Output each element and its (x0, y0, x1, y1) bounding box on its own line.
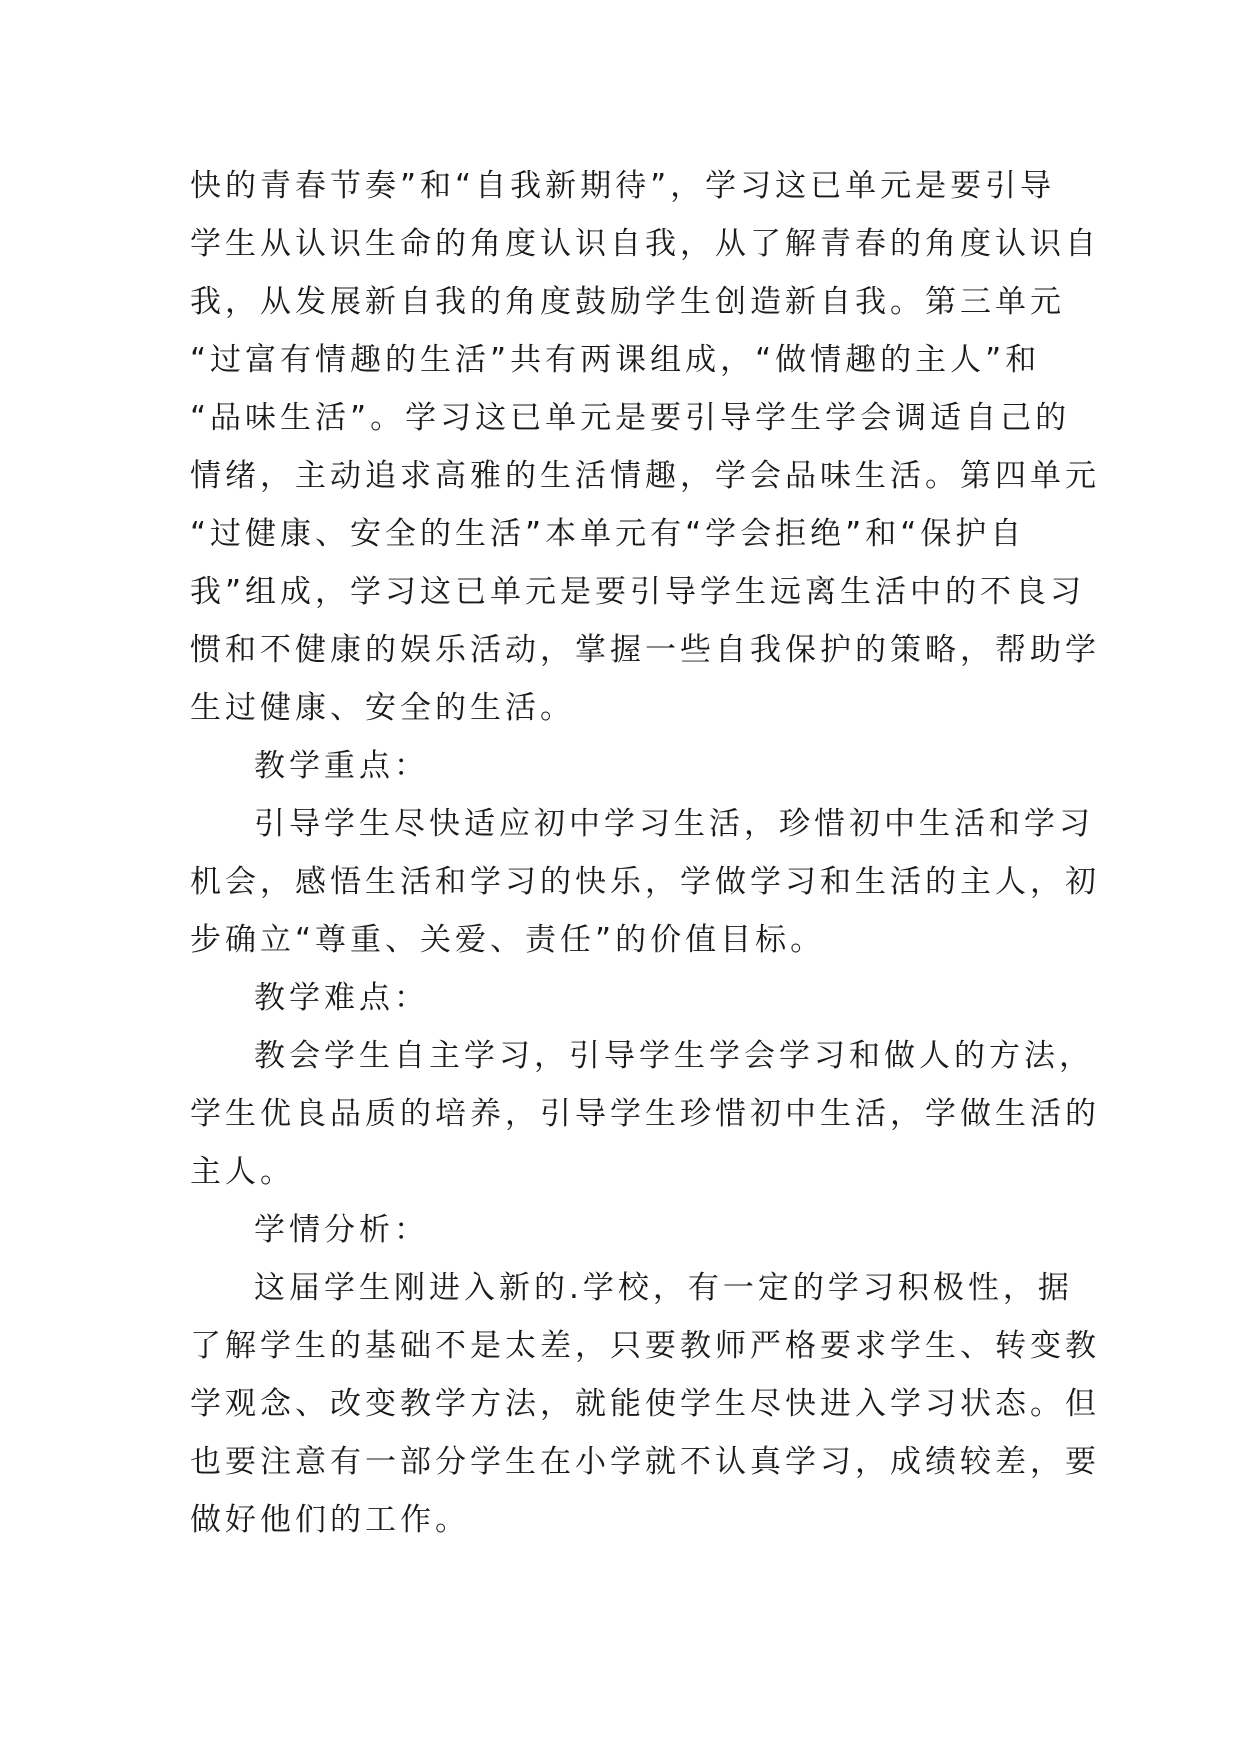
text-line: 教会学生自主学习，引导学生学会学习和做人的方法， (254, 1038, 1094, 1074)
section-heading: 教学难点： (254, 980, 429, 1016)
text-line: 惯和不健康的娱乐活动，掌握一些自我保护的策略，帮助学 (190, 632, 1100, 668)
text-line: 生过健康、安全的生活。 (190, 690, 575, 726)
section-heading: 学情分析： (254, 1212, 429, 1248)
text-line: “过健康、安全的生活”本单元有“学会拒绝”和“保护自 (190, 516, 1026, 552)
text-line: 步确立“尊重、关爱、责任”的价值目标。 (190, 922, 826, 958)
text-line: 这届学生刚进入新的.学校，有一定的学习积极性，据 (254, 1270, 1073, 1306)
text-line: 做好他们的工作。 (190, 1502, 470, 1538)
text-line: 我”组成，学习这已单元是要引导学生远离生活中的不良习 (190, 574, 1086, 610)
text-line: 情绪，主动追求高雅的生活情趣，学会品味生活。第四单元 (190, 458, 1100, 494)
text-line: 学生从认识生命的角度认识自我，从了解青春的角度认识自 (190, 226, 1100, 262)
text-line: 快的青春节奏”和“自我新期待”，学习这已单元是要引导 (190, 168, 1056, 204)
text-line: 学观念、改变教学方法，就能使学生尽快进入学习状态。但 (190, 1386, 1100, 1422)
text-line: “品味生活”。学习这已单元是要引导学生学会调适自己的 (190, 400, 1071, 436)
text-line: “过富有情趣的生活”共有两课组成，“做情趣的主人”和 (190, 342, 1041, 378)
text-line: 引导学生尽快适应初中学习生活，珍惜初中生活和学习 (254, 806, 1094, 842)
text-line: 也要注意有一部分学生在小学就不认真学习，成绩较差，要 (190, 1444, 1100, 1480)
text-line: 机会，感悟生活和学习的快乐，学做学习和生活的主人，初 (190, 864, 1100, 900)
text-line: 主人。 (190, 1154, 295, 1190)
text-line: 我，从发展新自我的角度鼓励学生创造新自我。第三单元 (190, 284, 1065, 320)
section-heading: 教学重点： (254, 748, 429, 784)
text-line: 学生优良品质的培养，引导学生珍惜初中生活，学做生活的 (190, 1096, 1100, 1132)
text-line: 了解学生的基础不是太差，只要教师严格要求学生、转变教 (190, 1328, 1100, 1364)
